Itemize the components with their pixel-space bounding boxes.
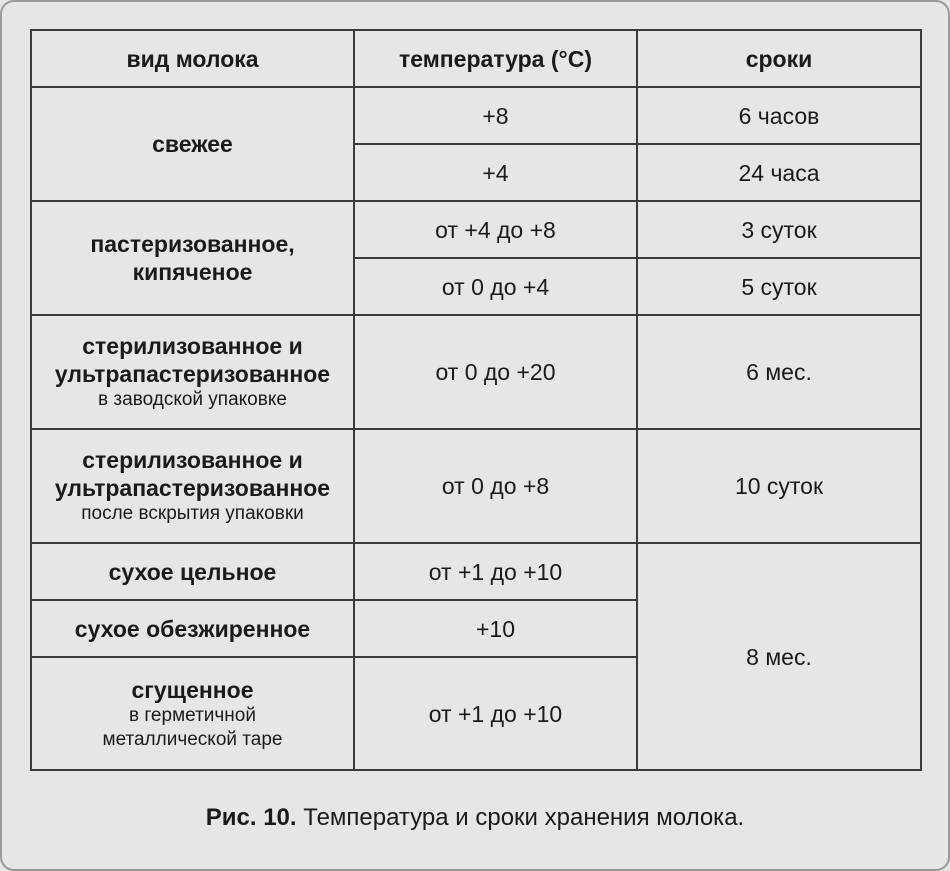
table-row bbox=[31, 87, 921, 144]
type-cell-dry-whole bbox=[31, 543, 354, 600]
type-name-line: стерилизованное и bbox=[82, 447, 303, 473]
type-note: металлической таре bbox=[102, 728, 283, 750]
temp-cell: +4 bbox=[354, 144, 637, 201]
term-cell-merged: 8 мес. bbox=[637, 543, 921, 770]
type-cell-dry-skim bbox=[31, 600, 354, 657]
temp-cell: от 0 до +4 bbox=[354, 258, 637, 315]
temp-cell: от 0 до +20 bbox=[354, 315, 637, 429]
type-name-line: ультрапастеризованное bbox=[54, 361, 331, 387]
term-cell: 6 мес. bbox=[637, 315, 921, 429]
type-cell-sterilized-factory bbox=[31, 315, 354, 429]
temp-cell: от +4 до +8 bbox=[354, 201, 637, 258]
type-name: сухое цельное bbox=[108, 558, 277, 585]
table-row bbox=[31, 543, 921, 600]
temp-cell: +10 bbox=[354, 600, 637, 657]
table-row bbox=[31, 429, 921, 543]
type-cell-fresh bbox=[31, 87, 354, 201]
term-cell: 10 суток bbox=[637, 429, 921, 543]
type-name-line: пастеризованное, bbox=[90, 231, 295, 257]
type-cell-condensed bbox=[31, 657, 354, 770]
temp-cell: от +1 до +10 bbox=[354, 543, 637, 600]
type-name-line: стерилизованное и bbox=[82, 333, 303, 359]
caption-label: Рис. 10. bbox=[205, 804, 297, 831]
table-row bbox=[31, 201, 921, 258]
term-cell: 6 часов bbox=[637, 87, 921, 144]
type-name-line: ультрапастеризованное bbox=[54, 475, 331, 501]
header-term: сроки bbox=[637, 30, 921, 87]
type-name: свежее bbox=[152, 131, 233, 157]
header-row bbox=[31, 30, 921, 87]
type-name: сухое обезжиренное bbox=[74, 615, 311, 642]
type-note: в герметичной bbox=[129, 704, 256, 726]
temp-cell: +8 bbox=[354, 87, 637, 144]
temp-cell: от 0 до +8 bbox=[354, 429, 637, 543]
table-row bbox=[31, 315, 921, 429]
type-cell-sterilized-opened bbox=[31, 429, 354, 543]
type-cell-pasteurized bbox=[31, 201, 354, 315]
type-note: после вскрытия упаковки bbox=[81, 503, 304, 524]
caption-text: Температура и сроки хранения молока. bbox=[303, 804, 745, 831]
type-note: в заводской упаковке bbox=[98, 389, 287, 410]
term-cell: 3 суток bbox=[637, 201, 921, 258]
type-name-line: кипяченое bbox=[132, 259, 253, 285]
header-type: вид молока bbox=[31, 30, 354, 87]
term-cell: 5 суток bbox=[637, 258, 921, 315]
temp-cell: от +1 до +10 bbox=[354, 657, 637, 770]
type-name: сгущенное bbox=[131, 676, 254, 703]
term-cell: 24 часа bbox=[637, 144, 921, 201]
figure-caption bbox=[0, 804, 950, 832]
milk-storage-table bbox=[30, 29, 922, 771]
header-temperature: температура (°C) bbox=[354, 30, 637, 87]
